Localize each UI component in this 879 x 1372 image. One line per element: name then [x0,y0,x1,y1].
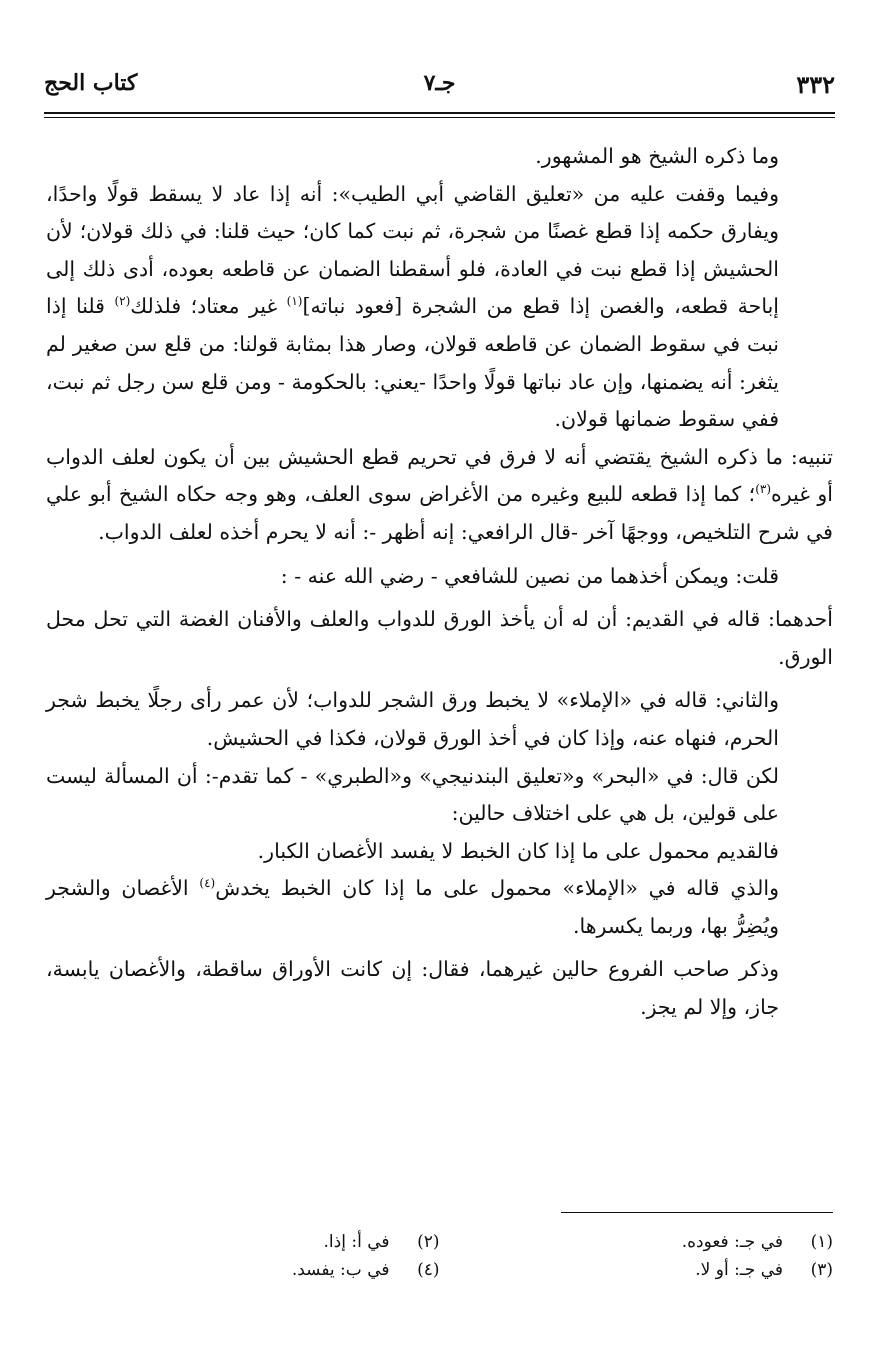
running-header [44,70,835,110]
paragraph: والذي قاله في «الإملاء» محمول على ما إذا كان الخبط يخدش$^{(٤)}$ الأغصان والشجر ويُضِرُّ بها، وربما يكسرها. [46,876,779,938]
footnote-separator [561,1212,833,1213]
paragraph: فالقديم محمول على ما إذا كان الخبط لا يفسد الأغصان الكبار. [257,838,779,863]
page-number: ٣٣٢ [796,70,835,99]
paragraph: والثاني: قاله في «الإملاء» لا يخبط ورق الشجر للدواب؛ لأن عمر رأى رجلًا يخبط شجر الحرم، فنهاه عنه، وإذا كان في أخذ الورق قولان، فكذا في الحشيش. [46,688,779,750]
paragraph: أحدهما: قاله في القديم: أن له أن يأخذ الورق للدواب والعلف والأفنان الغضة التي تحل محل الورق. [46,607,833,669]
footnote: (١)في جـ: فعوده. [681,1232,833,1252]
footnotes [46,1228,833,1284]
volume-label: جـ٧ [423,70,456,96]
header-rule-thin [44,117,835,118]
paragraph: لكن قال: في «البحر» و«تعليق البندنيجي» و«الطبري» - كما تقدم-: أن المسألة ليست على قولين، بل هي على اختلاف حالين: [46,763,779,826]
paragraph: وذكر صاحب الفروع حالين غيرهما، فقال: إن كانت الأوراق ساقطة، والأغصان يابسة، جاز، وإلا لم يجز. [46,957,779,1020]
paragraph: وفيما وقفت عليه من «تعليق القاضي أبي الطيب»: أنه إذا عاد لا يسقط قولًا واحدًا، ويفارق حكمه إذا قطع غصنًا من شجرة، ثم نبت كما كان؛ حيث قلنا: في ذلك قولان؛ لأن الحشيش إذا قطع نبت في العادة، فلو أسقطنا الضمان عن قاطعه بعوده، أدى ذلك إلى إباحة قطعه، والغصن إذا قطع من الشجرة [فعود نباته]$^{(١)}$ غير معتاد؛ فلذلك$^{(٢)}$ قلنا إذا نبت في سقوط الضمان عن قاطعه قولان، وصار هذا بمثابة قولنا: من قلع سن صغير لم يثغر: أنه يضمنها، وإن عاد نباتها قولًا واحدًا -يعني: بالحكومة - ومن قلع سن رجل ثم نبت، ففي سقوط ضمانها قولان. [46,181,779,432]
header-rule-thick [44,112,835,114]
footnote: (٢)في أ: إذا. [323,1232,440,1252]
paragraph: تنبيه: ما ذكره الشيخ يقتضي أنه لا فرق في تحريم قطع الحشيش بين أن يكون لعلف الدواب أو غيره$^{(٣)}$؛ كما إذا قطعه للبيع وغيره من الأغراض سوى العلف، وهو وجه حكاه الشيخ أبو علي في شرح التلخيص، ووجهًا آخر -قال الرافعي: إنه أظهر -: أنه لا يحرم أخذه لعلف الدواب. [46,444,833,544]
footnote-ref: (٢) [114,294,131,309]
footnote-ref: (١) [286,294,303,309]
footnote: (٣)في جـ: أو لا. [695,1260,833,1280]
book-title: كتاب الحج [44,70,138,96]
footnote-ref: (٣) [755,482,772,497]
paragraph: وما ذكره الشيخ هو المشهور. [535,144,779,168]
footnote-ref: (٤) [199,876,216,891]
paragraph: قلت: ويمكن أخذهما من نصين للشافعي - رضي الله عنه - : [280,563,779,588]
main-text [46,138,833,1027]
footnote: (٤)في ب: يفسد. [291,1260,440,1280]
